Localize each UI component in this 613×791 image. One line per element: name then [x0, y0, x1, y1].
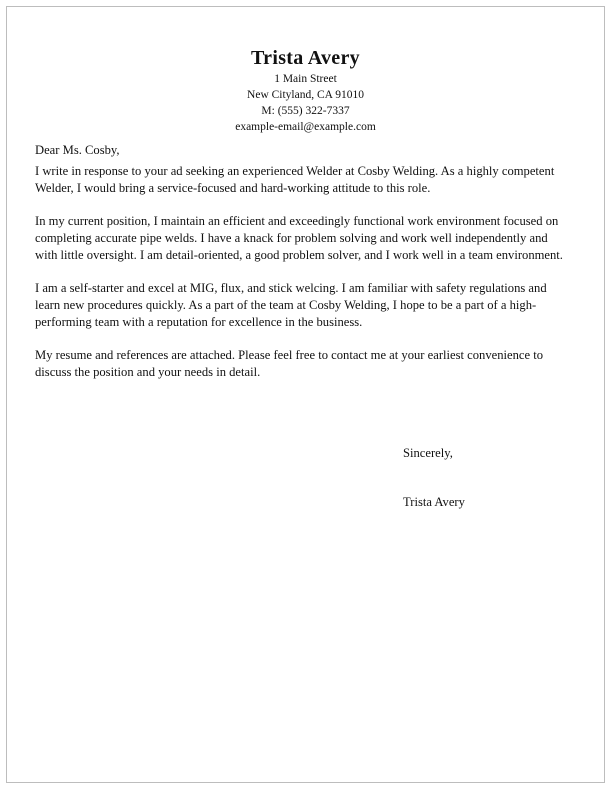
- sender-address-line1: 1 Main Street: [274, 73, 337, 85]
- paragraph-skills: I am a self-starter and excel at MIG, flux, and stick welcing. I am familiar with safety regulations and learn new procedures quickly. As a part of the team at Cosby Welding, I hope to be a part of a high-performing team with a reputation for excellence in the business.: [35, 281, 547, 329]
- sender-email: example-email@example.com: [235, 121, 376, 133]
- sender-phone: M: (555) 322-7337: [261, 105, 350, 117]
- letter-page: [6, 6, 605, 783]
- paragraph-closing: My resume and references are attached. Please feel free to contact me at your earliest convenience to discuss the position and your needs in detail.: [35, 348, 544, 379]
- paragraph-current-position: In my current position, I maintain an efficient and exceedingly functional work environment focused on completing accurate pipe welds. I have a knack for problem solving and work well independently and with little oversight. I am detail-oriented, a good problem solver, and I work well in a team environment.: [35, 214, 563, 262]
- letter-body: [35, 142, 565, 381]
- paragraph-intro: I write in response to your ad seeking an experienced Welder at Cosby Welding. As a highly competent Welder, I would bring a service-focused and hard-working attitude to this role.: [35, 164, 555, 195]
- letter-header: [7, 45, 604, 135]
- closing: Sincerely,: [403, 446, 453, 460]
- salutation: Dear Ms. Cosby,: [35, 143, 120, 157]
- sender-address-line2: New Cityland, CA 91010: [247, 89, 364, 101]
- sender-name: Trista Avery: [251, 47, 360, 69]
- signature-name: Trista Avery: [403, 495, 465, 509]
